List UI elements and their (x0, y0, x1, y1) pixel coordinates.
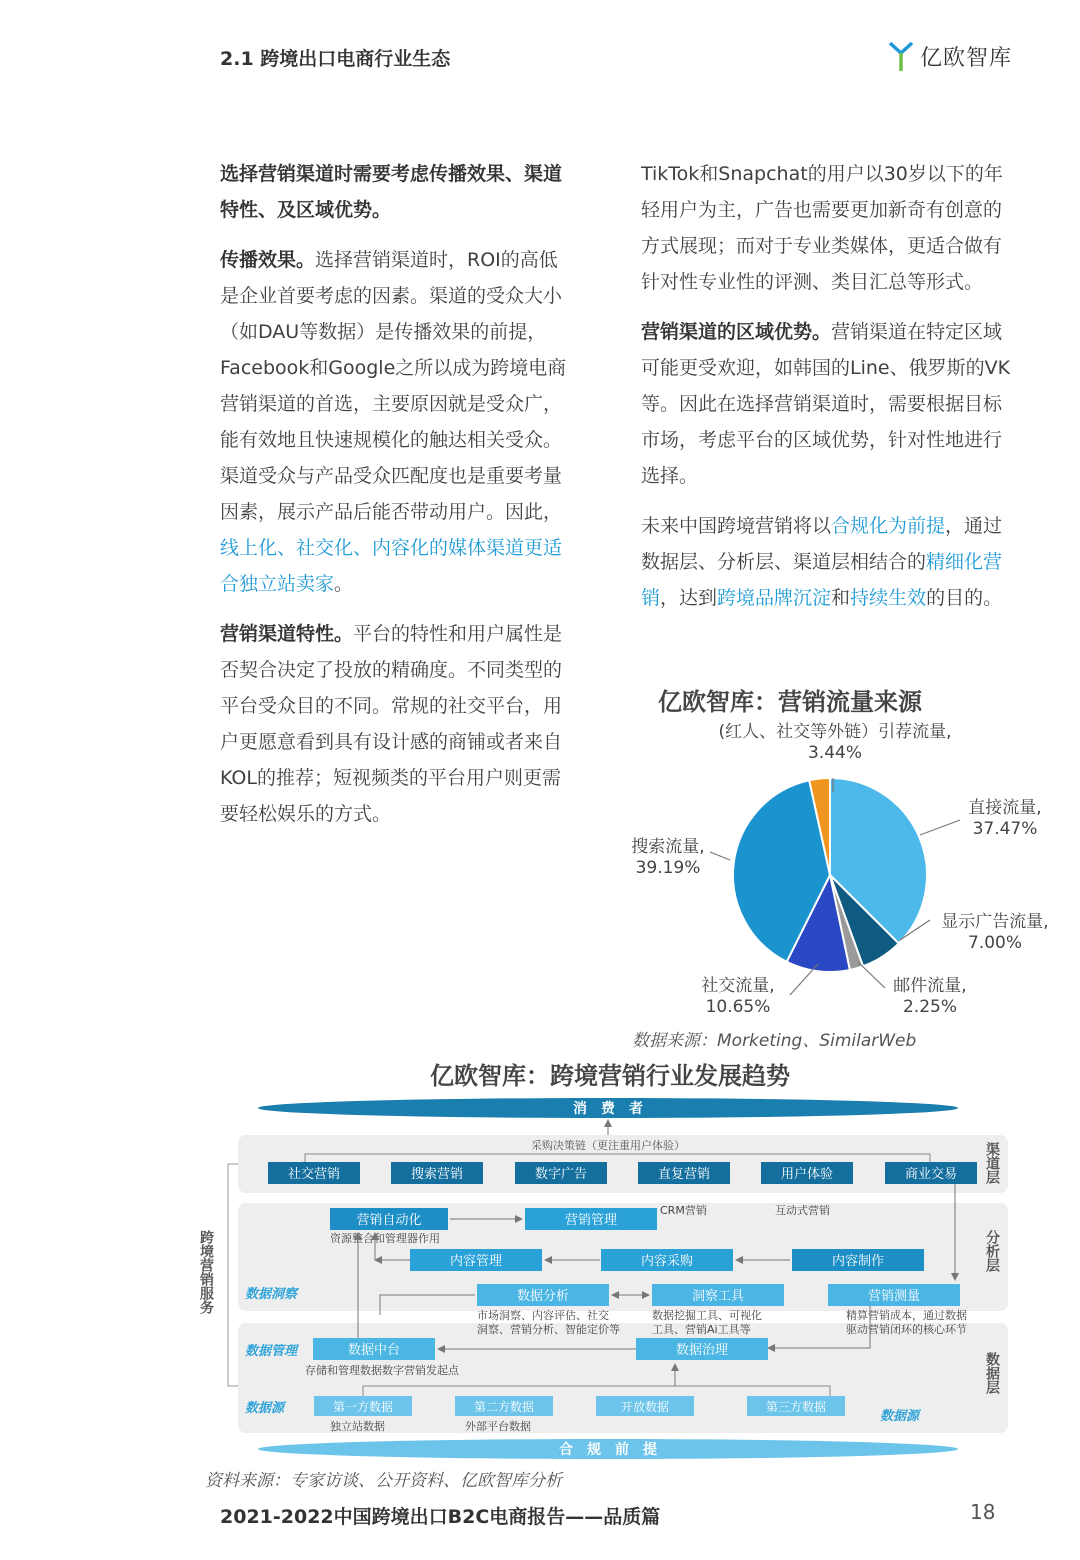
compliance-label: 合 规 前 提 (559, 1442, 657, 1458)
data-insight-label: 数据洞察 (245, 1287, 298, 1302)
diagram-title: 亿欧智库：跨境营销行业发展趋势 (430, 1062, 790, 1090)
data-analysis-sub2: 洞察、营销分析、智能定价等 (477, 1323, 620, 1336)
source1-sub: 独立站数据 (330, 1420, 385, 1433)
report-title: 2021-2022中国跨境出口B2C电商报告——品质篇 (220, 1506, 661, 1528)
channel-label: 数字广告 (534, 1167, 588, 1182)
pie-label-search: 搜索流量, 39.19% (631, 837, 705, 878)
channel-label: 用户体验 (780, 1167, 834, 1182)
diagram-source: 资料来源：专家访谈、公开资料、亿欧智库分析 (205, 1471, 562, 1491)
data-center-label: 数据中台 (347, 1343, 401, 1358)
pie-label-referral: (红人、社交等外链）引荐流量, 3.44% (718, 722, 952, 763)
section-title: 2.1 跨境出口电商行业生态 (220, 48, 451, 70)
consumer-label: 消 费 者 (573, 1101, 643, 1117)
source-label: 第二方数据 (473, 1400, 535, 1414)
measure-sub1: 精算营销成本，通过数据 (846, 1309, 967, 1322)
content-purchase-label: 内容采购 (640, 1254, 694, 1269)
channel-label: 社交营销 (287, 1167, 341, 1182)
logo-mark-icon (888, 39, 914, 73)
insight-tools-sub1: 数据挖掘工具、可视化 (652, 1309, 762, 1322)
insight-tools-sub2: 工具、营销Ai工具等 (652, 1323, 751, 1336)
pie-chart-title: 亿欧智库：营销流量来源 (658, 688, 922, 716)
intro-paragraph: 选择营销渠道时需要考虑传播效果、渠道特性、及区域优势。 (220, 163, 563, 221)
spread-effect-paragraph: 传播效果。选择营销渠道时，ROI的高低是企业首要考虑的因素。渠道的受众大小（如DAU等数据）是传播效果的前提，Facebook和Google之所以成为跨境电商营销渠道的首选，主要原因就是受众广，能有效地且快速规模化的触达相关受众。渠道受众与产品受众匹配度也是重要考量因素，展示产品后能否带动用户。因此，线上化、社交化、内容化的媒体渠道更适合独立站卖家。 (220, 249, 567, 595)
source2-sub: 外部平台数据 (465, 1420, 531, 1433)
channel-label: 商业交易 (904, 1167, 958, 1182)
measure-sub2: 驱动营销闭环的核心环节 (846, 1323, 967, 1336)
page-number: 18 (970, 1500, 996, 1524)
crm-label: CRM营销 (660, 1204, 707, 1217)
pie-chart (600, 740, 1080, 1050)
data-analysis-label: 数据分析 (516, 1289, 570, 1304)
data-layer-label: 数据层 (984, 1352, 1000, 1394)
content-make-label: 内容制作 (831, 1254, 885, 1269)
content-mgmt-label: 内容管理 (449, 1254, 503, 1269)
right-column (641, 156, 1011, 630)
channel-label: 直复营销 (657, 1167, 711, 1182)
channel-label: 搜索营销 (410, 1167, 464, 1182)
marketing-auto-label: 营销自动化 (356, 1213, 422, 1228)
pie-label-email: 邮件流量, 2.25% (893, 976, 967, 1017)
side-label: 跨境营销服务 (198, 1230, 214, 1314)
pie-label-direct: 直接流量, 37.47% (968, 798, 1042, 839)
pie-label-display: 显示广告流量, 7.00% (941, 912, 1049, 953)
source-label: 第一方数据 (332, 1400, 394, 1414)
data-source-right: 数据源 (880, 1409, 920, 1424)
data-governance-label: 数据治理 (675, 1343, 729, 1358)
logo (888, 38, 1012, 74)
source-label: 第三方数据 (765, 1400, 827, 1414)
channel-layer-label: 渠道层 (984, 1142, 1000, 1184)
data-source-left: 数据源 (245, 1401, 285, 1416)
highlight-text: 线上化、社交化、内容化的媒体渠道更适合独立站卖家 (220, 537, 563, 595)
regional-paragraph: 营销渠道的区域优势。营销渠道在特定区域可能更受欢迎，如韩国的Line、俄罗斯的VK等。因此在选择营销渠道时，需要根据目标市场，考虑平台的区域优势，针对性地进行选择。 (641, 321, 1011, 487)
future-paragraph: 未来中国跨境营销将以合规化为前提，通过数据层、分析层、渠道层相结合的精细化营销，达到跨境品牌沉淀和持续生效的目的。 (641, 515, 1003, 609)
interactive-label: 互动式营销 (775, 1204, 830, 1217)
analysis-layer-label: 分析层 (984, 1230, 1000, 1272)
marketing-auto-sub: 资源整合和管理器作用 (330, 1232, 440, 1245)
logo-text: 亿欧智库 (920, 45, 1013, 71)
data-management-label: 数据管理 (245, 1344, 298, 1359)
data-center-sub: 存储和管理数据数字营销发起点 (305, 1364, 459, 1377)
pie-label-social: 社交流量, 10.65% (701, 976, 775, 1017)
measure-label: 营销测量 (867, 1289, 921, 1304)
decision-chain-label: 采购决策链（更注重用户体验） (531, 1139, 685, 1152)
channel-traits-paragraph: 营销渠道特性。平台的特性和用户属性是否契合决定了投放的精确度。不同类型的平台受众目的不同。常规的社交平台，用户更愿意看到具有设计感的商铺或者来自KOL的推荐；短视频类的平台用户则更需要轻松娱乐的方式。 (220, 623, 563, 825)
pie-source: 数据来源：Morketing、SimilarWeb (632, 1031, 917, 1051)
data-analysis-sub1: 市场洞察、内容评估、社交 (477, 1309, 609, 1322)
trend-diagram (190, 1090, 1020, 1470)
insight-tools-label: 洞察工具 (691, 1289, 745, 1304)
left-column (220, 156, 570, 846)
marketing-mgmt-label: 营销管理 (564, 1213, 618, 1228)
tiktok-paragraph: TikTok和Snapchat的用户以30岁以下的年轻用户为主，广告也需要更加新奇有创意的方式展现；而对于专业类媒体，更适合做有针对性专业性的评测、类目汇总等形式。 (641, 163, 1003, 293)
source-label: 开放数据 (620, 1400, 670, 1414)
